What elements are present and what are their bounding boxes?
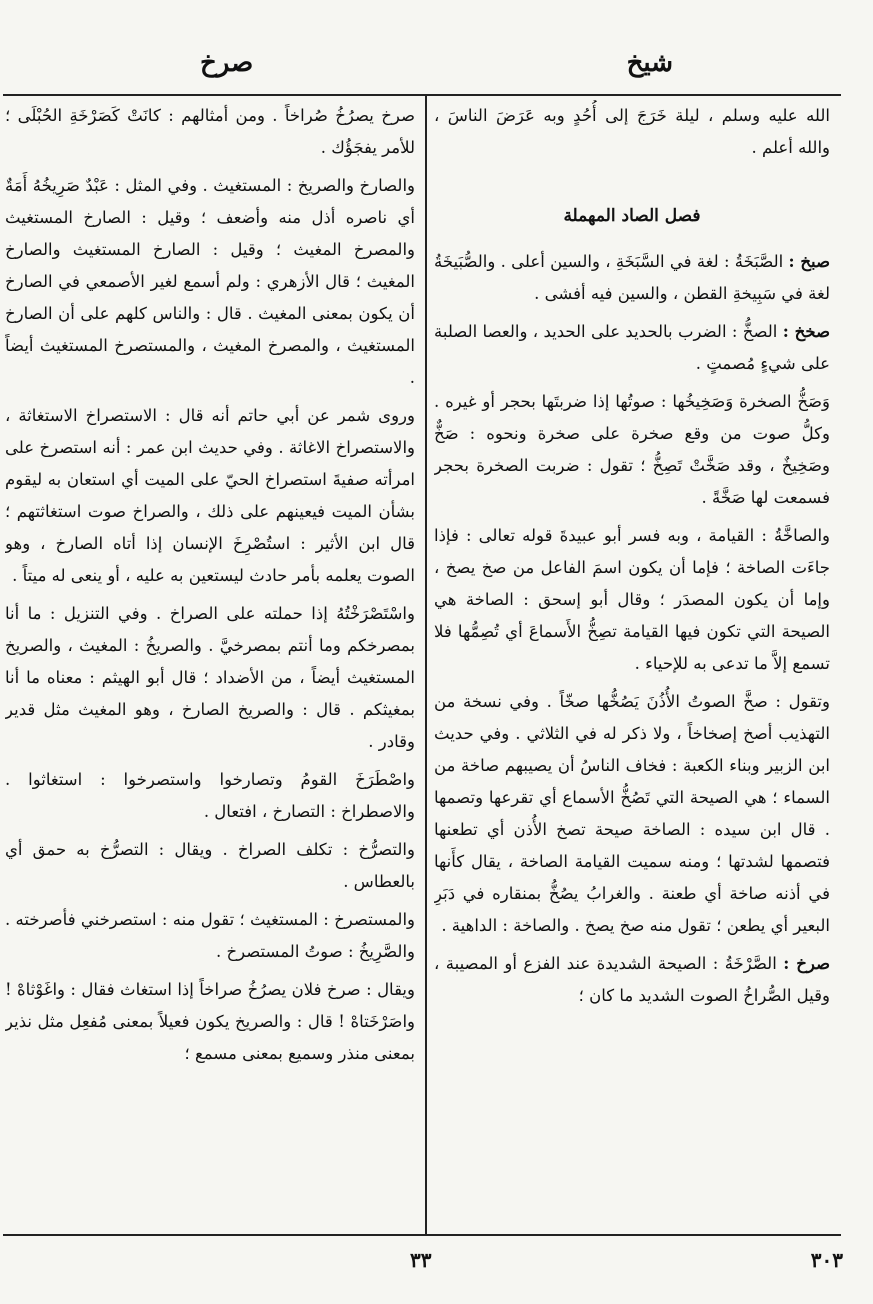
paragraph: الله عليه وسلم ، ليلة خَرَجَ إلى أُحُدٍ وبه عَرَضَ الناسَ ، والله أعلم . [434, 106, 830, 157]
header-right-word: شيخ [626, 48, 673, 78]
header-left-word: صرخ [200, 48, 254, 78]
page-number: ٣٣ [410, 1248, 432, 1272]
entry-headword: صخخ : [782, 322, 830, 341]
entry-sarakh [434, 948, 830, 1012]
paragraph: والصاخَّةُ : القيامة ، وبه فسر أبو عبيدةَ قوله تعالى : فإذا جاءَت الصاخة ؛ فإما أن يكون اسمَ الفاعل من صخ يصخ ، وإما أن يكون المصدَر ؛ وقال أبو إسحق : الصاخة هي الصيحة التي تكون فيها القيامة تصِخُّ الأَسماعَ أي تُصِمُّها فلا تسمع إلاَّ ما تدعى به للإحياء . [434, 526, 830, 673]
entry-text: الصَّبَخَةُ : لغة في السَّبَخَةِ ، والسين أعلى . والصُّبَيخَةُ لغة في سَبِيخةِ القطن ، والسين فيه أفشى . [434, 252, 830, 303]
entry-headword: صرخ : [783, 954, 830, 973]
paragraph: وروى شمر عن أبي حاتم أنه قال : الاستصراخ الاستغاثة ، والاستصراخ الاغاثة . وفي حديث ابن عمر : أنه استصرخ على امرأته صفيةَ استصراخ الحيّ على الميت أي استعان به ليقوم بشأن الميت فيعينهم على ذلك ، والصراخ صوت استغاثتهم ؛ قال ابن الأثير : استُصْرِخَ الإنسان إذا أتاه الصارخ ، وهو الصوت يعلمه بأمر حادث ليستعين به عليه ، أو ينعى له ميتاً . [5, 406, 415, 585]
left-column [5, 100, 415, 1230]
paragraph: صرخ يصرُخُ صُراخاً . ومن أمثالهم : كانَتْ كَصَرْخَةِ الحُبْلَى ؛ للأمر يفجَؤُك . [5, 106, 415, 157]
paragraph: واصْطَرَخَ القومُ وتصارخوا واستصرخوا : استغاثوا . والاصطراخ : التصارخ ، افتعال . [5, 770, 415, 821]
top-rule [3, 94, 841, 96]
entry-sakhakh [434, 316, 830, 380]
paragraph: والصارخ والصريخ : المستغيث . وفي المثل : عَبْدٌ صَرِيخُهُ أَمَةٌ أي ناصره أذل منه وأضعف ؛ وقيل : الصارخ المستغيث والمصرخ المغيث ؛ وقيل : الصارخ المستغيث والصارخ المغيث ؛ قال الأزهري : ولم أسمع لغير الأصمعي في الصارخ أن يكون بمعنى المغيث . قال : والناس كلهم على أن الصارخ المستغيث ، والمصرخ المغيث ، والمستصرخ المستغيث أيضاً . [5, 176, 415, 387]
paragraph: والتصرُّخ : تكلف الصراخ . ويقال : التصرُّخ به حمق أي بالعطاس . [5, 840, 415, 891]
paragraph: وَصَخُّ الصخرة وَصَخِيخُها : صوتُها إذا ضربتَها بحجر أو غيره . وكلُّ صوت من وقع صخرة على صخرة ونحوه : صَخٌّ وصَخِيخٌ ، وقد صَخَّتْ تَصِخُّ ؛ تقول : ضربت الصخرة بحجر فسمعت لها صَخَّةً . [434, 392, 830, 507]
page-header [0, 30, 873, 90]
paragraph: واسْتَصْرَخْتُهُ إذا حملته على الصراخ . وفي التنزيل : ما أنا بمصرخكم وما أنتم بمصرخيَّ . والصريخُ : المغيث ، والصريخ المستغيث أيضاً ، من الأضداد ؛ قال أبو الهيثم : معناه ما أنا بمغيثكم . قال : والصريخ الصارخ ، وهو المغيث مثل قدير وقادر . [5, 604, 415, 751]
paragraph: والمستصرخ : المستغيث ؛ تقول منه : استصرخني فأصرخته . والصَّرِيخُ : صوتُ المستصرخ . [5, 910, 415, 961]
bottom-rule [3, 1234, 841, 1236]
column-divider [425, 96, 427, 1234]
entry-text: الصَّرْخَةُ : الصيحة الشديدة عند الفزع أو المصيبة ، وقيل الصُّراخُ الصوت الشديد ما كان ؛ [434, 954, 830, 1005]
right-column [434, 100, 830, 1230]
volume-page-number: ٣٠٣ [810, 1248, 843, 1272]
paragraph: وتقول : صخَّ الصوتُ الأُذُنَ يَصُخُّها صخّاً . وفي نسخة من التهذيب أصخ إصخاخاً ، ولا ذكر له في الثلاثي . وفي حديث ابن الزبير وبناء الكعبة : فخاف الناسُ أن يصيبهم صاخة من السماء ؛ هي الصيحة التي تَصُخُّ الأسماع أي تقرعها وتصمها . قال ابن سيده : الصاخة صيحة تصخ الأُذن أي تطعنها فتصمها لشدتها ؛ ومنه سميت القيامة الصاخة ، يقال كأَنها في أذنه صاخة أي طعنة . والغرابُ يصُخُّ بمنقاره في دَبَرِ البعير أي يطعن ؛ تقول منه صخ يصخ . والصاخة : الداهية . [434, 692, 830, 935]
entry-text: الصخُّ : الضرب بالحديد على الحديد ، والعصا الصلبة على شيءٍ مُصمتٍ . [434, 322, 830, 373]
paragraph: ويقال : صرخ فلان يصرُخُ صراخاً إذا استغاث فقال : واغَوْثاهْ ! واصَرْخَتاهْ ! قال : والصريخ يكون فعيلاً بمعنى مُفعِل مثل نذير بمعنى منذر وسميع بمعنى مسمع ؛ [5, 980, 415, 1063]
entry-headword: صبخ : [788, 252, 830, 271]
entry-sabakh [434, 246, 830, 310]
section-title: فصل الصاد المهملة [563, 206, 701, 226]
